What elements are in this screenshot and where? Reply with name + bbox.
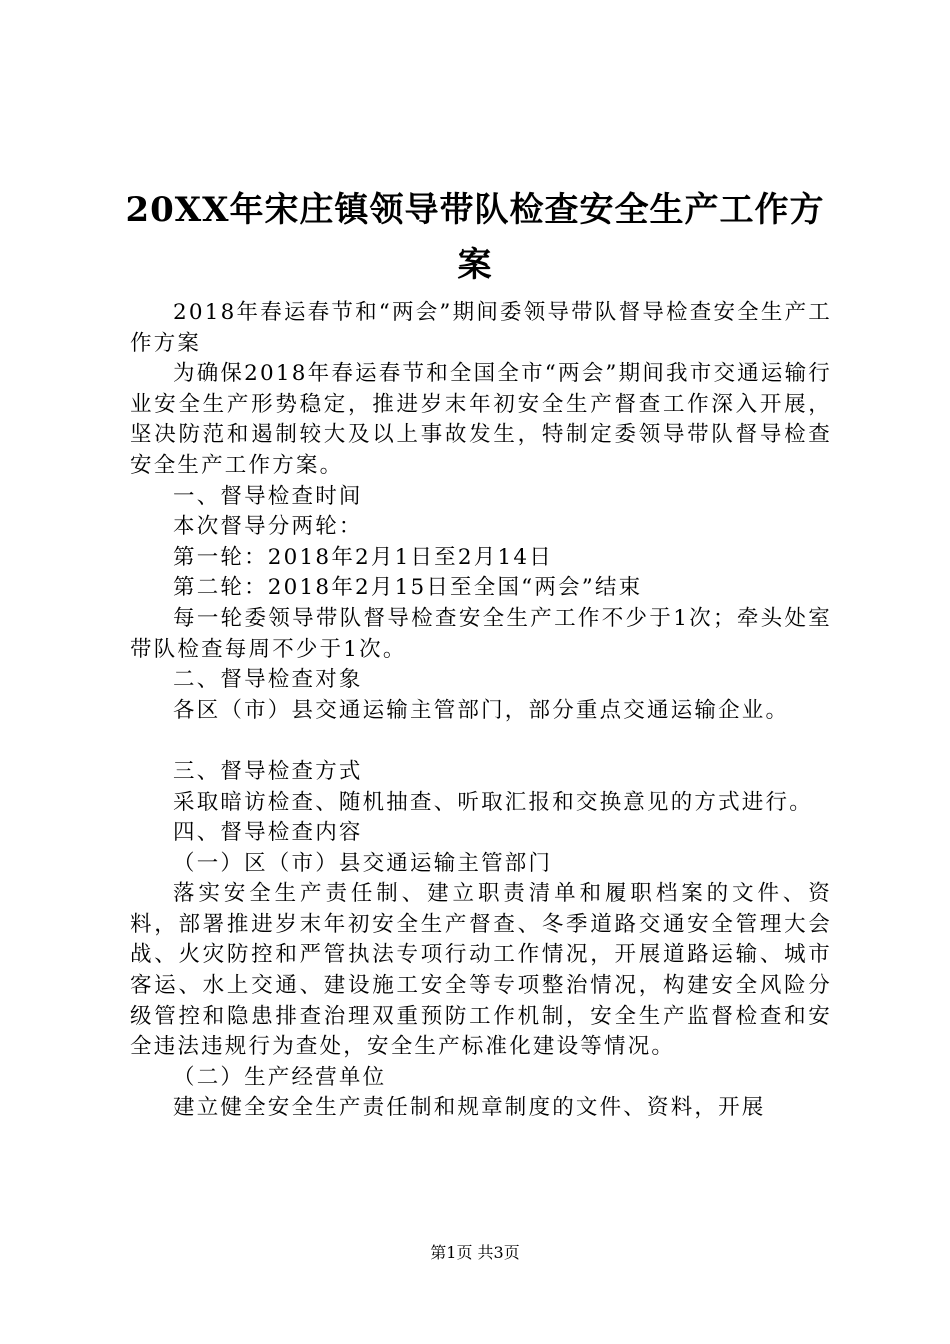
subsection-heading: （二）生产经营单位	[173, 1064, 387, 1090]
section-heading-time: 一、督导检查时间	[173, 483, 363, 509]
section-heading-method: 三、督导检查方式	[173, 758, 363, 784]
paragraph-intro: 为确保2018年春运春节和全国全市“两会”期间我市交通运输行业安全生产形势稳定，推进岁末年初安全生产督查工作深入开展，坚决防范和遏制较大及以上事故发生，特制定委领导带队督导检查安全生产工作方案。	[130, 361, 832, 478]
paragraph: 本次督导分两轮：	[173, 514, 363, 540]
section-heading-content: 四、督导检查内容	[173, 820, 363, 846]
paragraph: 建立健全安全生产责任制和规章制度的文件、资料，开展	[173, 1095, 766, 1121]
paragraph: 第二轮：2018年2月15日至全国“两会”结束	[173, 575, 643, 601]
paragraph: 各区（市）县交通运输主管部门，部分重点交通运输企业。	[173, 697, 790, 723]
paragraph: 第一轮：2018年2月1日至2月14日	[173, 544, 553, 570]
paragraph: 每一轮委领导带队督导检查安全生产工作不少于1次；牵头处室带队检查每周不少于1次。	[130, 605, 832, 662]
paragraph-subtitle: 2018年春运春节和“两会”期间委领导带队督导检查安全生产工作方案	[130, 300, 832, 356]
paragraph: 采取暗访检查、随机抽查、听取汇报和交换意见的方式进行。	[173, 789, 813, 815]
page-number: 第1页 共3页	[430, 1243, 520, 1262]
document-title: 20XX年宋庄镇领导带队检查安全生产工作方	[125, 190, 825, 230]
section-heading-target: 二、督导检查对象	[173, 667, 363, 693]
paragraph: 落实安全生产责任制、建立职责清单和履职档案的文件、资料，部署推进岁末年初安全生产督查、冬季道路交通安全管理大会战、火灾防控和严管执法专项行动工作情况，开展道路运输、城市客运、水上交通、建设施工安全等专项整治情况，构建安全风险分级管控和隐患排查治理双重预防工作机制，安全生产监督检查和安全违法违规行为查处，安全生产标准化建设等情况。	[130, 881, 832, 1060]
document-title-continued: 案	[457, 245, 493, 285]
subsection-heading: （一）区（市）县交通运输主管部门	[173, 850, 553, 876]
document-body	[130, 298, 832, 1124]
